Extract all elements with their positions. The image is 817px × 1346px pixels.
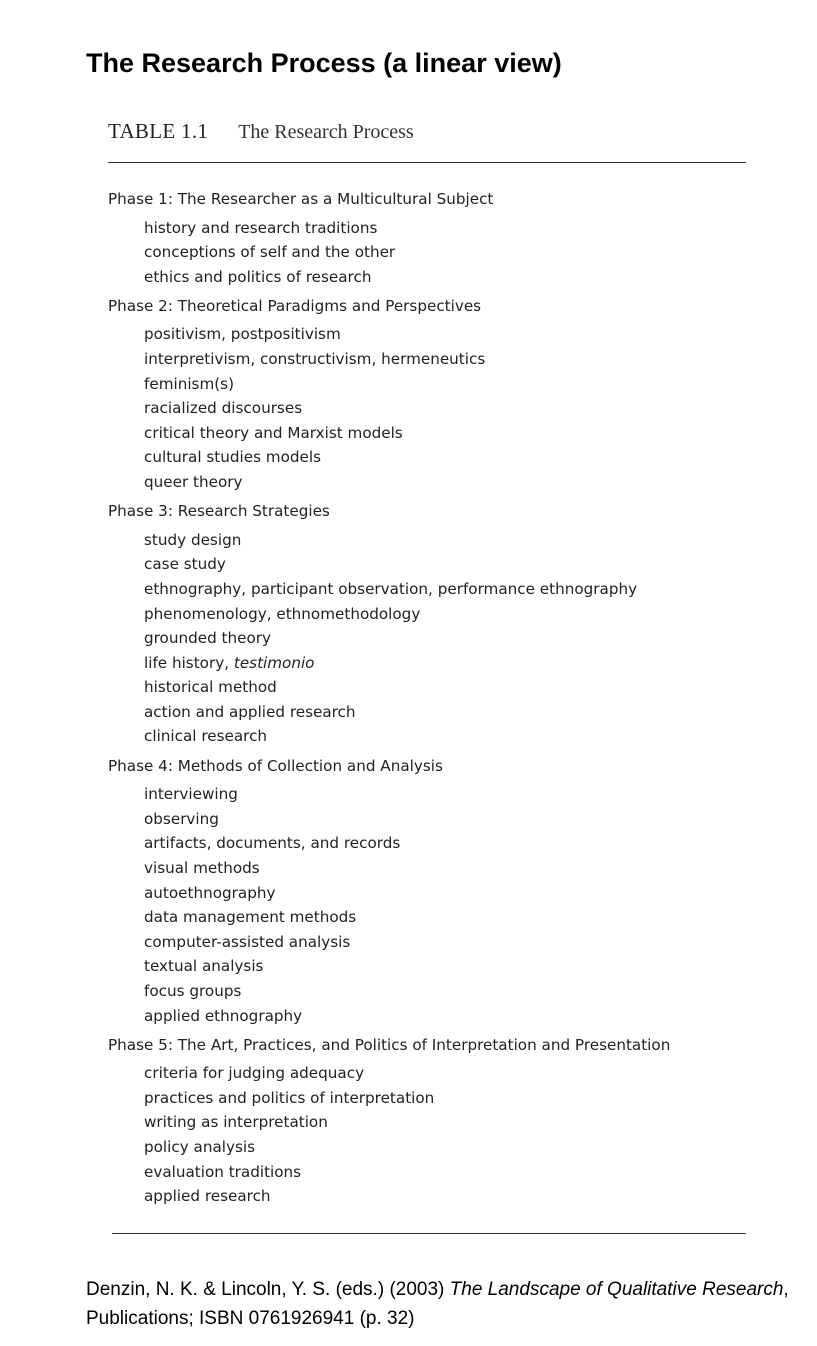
phase-items (108, 528, 670, 749)
table-top-rule (108, 162, 746, 163)
phase-items (108, 216, 670, 290)
table-title: The Research Process (238, 121, 414, 143)
citation-authors: Denzin, N. K. & Lincoln, Y. S. (eds.) (2003) (86, 1279, 450, 1300)
citation-separator: , (783, 1279, 789, 1300)
list-item: observing (144, 809, 219, 828)
page-title: The Research Process (a linear view) (86, 48, 562, 78)
phase-heading: Phase 5: The Art, Practices, and Politics of Interpretation and Presentation (108, 1035, 671, 1054)
italic-term: testimonio (233, 653, 315, 672)
list-item: interpretivism, constructivism, hermeneutics (144, 350, 486, 369)
list-item: history and research traditions (144, 218, 378, 237)
phase-heading: Phase 2: Theoretical Paradigms and Perspectives (108, 296, 482, 315)
list-item: computer-assisted analysis (144, 932, 351, 951)
list-item: evaluation traditions (144, 1162, 302, 1181)
table-label: TABLE 1.1 (108, 119, 209, 143)
list-item: clinical research (144, 727, 268, 746)
list-item: policy analysis (144, 1137, 256, 1156)
list-item: phenomenology, ethnomethodology (144, 604, 421, 623)
list-item: criteria for judging adequacy (144, 1064, 365, 1083)
list-item: interviewing (144, 785, 238, 804)
citation-line-1 (86, 1275, 812, 1304)
list-item: historical method (144, 678, 277, 697)
citation (86, 1275, 812, 1333)
phase-items (108, 1061, 670, 1209)
list-item: artifacts, documents, and records (144, 834, 401, 853)
list-item: positivism, postpositivism (144, 325, 341, 344)
phase-heading: Phase 1: The Researcher as a Multicultural Subject (108, 190, 494, 208)
phase-items (108, 322, 670, 494)
phase-heading: Phase 3: Research Strategies (108, 502, 330, 521)
list-item: queer theory (144, 473, 243, 492)
list-item: ethics and politics of research (144, 267, 372, 286)
list-item: life history, testimonio (144, 653, 315, 672)
table-header (108, 119, 414, 144)
list-item: racialized discourses (144, 399, 303, 418)
list-item: action and applied research (144, 702, 356, 721)
list-item: data management methods (144, 908, 357, 927)
list-item: visual methods (144, 858, 260, 877)
list-item: critical theory and Marxist models (144, 423, 403, 442)
list-item: writing as interpretation (144, 1113, 328, 1132)
list-item: feminism(s) (144, 374, 235, 393)
list-item: focus groups (144, 981, 242, 1000)
list-item: textual analysis (144, 957, 264, 976)
phase-list (108, 187, 670, 1213)
list-item: cultural studies models (144, 448, 322, 467)
list-item: conceptions of self and the other (144, 243, 396, 262)
list-item: study design (144, 530, 242, 549)
phase-heading: Phase 4: Methods of Collection and Analysis (108, 756, 443, 775)
list-item: grounded theory (144, 629, 271, 648)
list-item: case study (144, 555, 226, 574)
list-item: autoethnography (144, 883, 276, 902)
phase-items (108, 782, 670, 1028)
citation-line-2: Publications; ISBN 0761926941 (p. 32) (86, 1308, 415, 1329)
table-bottom-rule (112, 1233, 746, 1234)
list-item: applied ethnography (144, 1006, 303, 1025)
list-item: practices and politics of interpretation (144, 1088, 435, 1107)
citation-book-title: The Landscape of Qualitative Research (449, 1279, 784, 1300)
list-item: applied research (144, 1187, 271, 1206)
list-item: ethnography, participant observation, performance ethnography (144, 579, 638, 598)
